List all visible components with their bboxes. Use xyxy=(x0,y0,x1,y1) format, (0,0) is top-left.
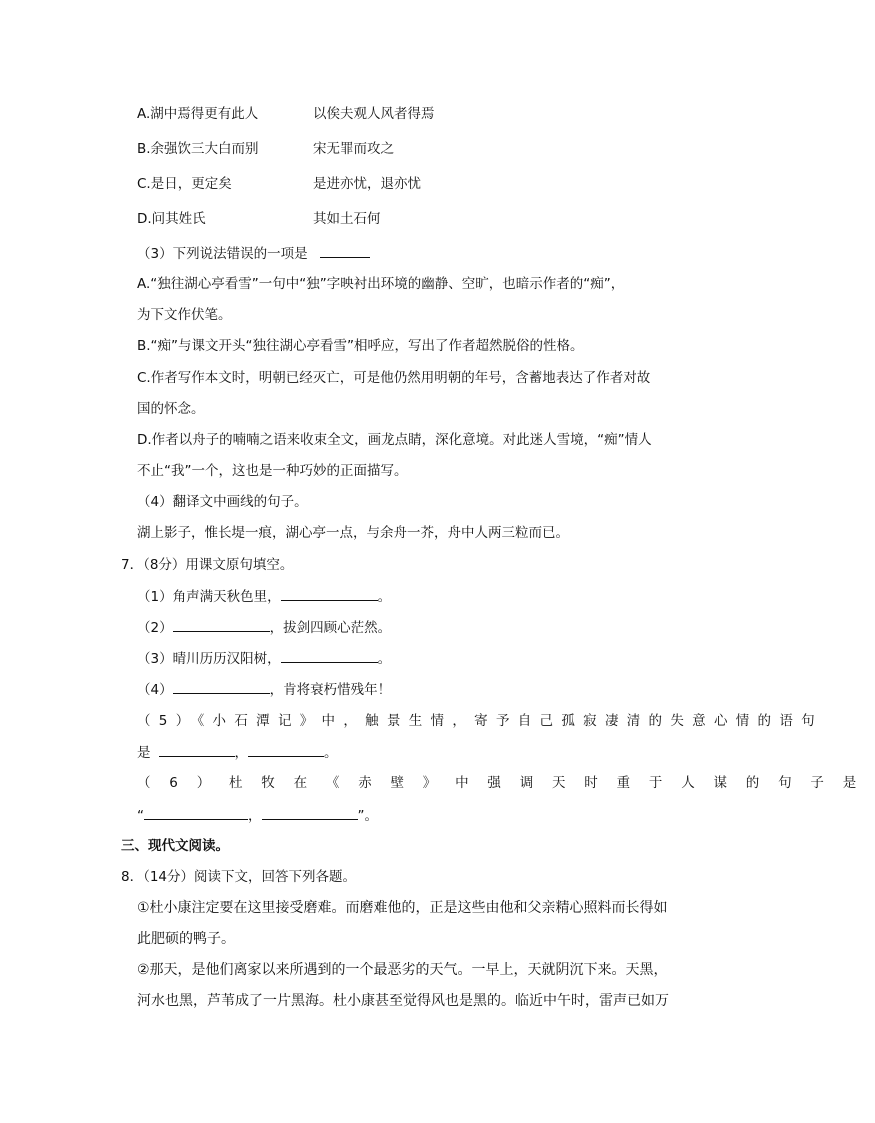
q7-item-3-end: 。 xyxy=(377,651,392,667)
q3-option-c-line2: 国的怀念。 xyxy=(137,401,205,417)
q3-option-b: B.“痴”与课文开头“独往湖心亭看雪”相呼应，写出了作者超然脱俗的性格。 xyxy=(137,338,584,354)
q7-item-3-blank[interactable] xyxy=(281,648,378,663)
q3-option-a-line1: A.“独往湖心亭看雪”一句中“独”字映衬出环境的幽静、空旷，也暗示作者的“痴”， xyxy=(137,276,625,292)
q3-stem: （3）下列说法错误的一项是 xyxy=(137,246,308,262)
q7-item-5-blank-1[interactable] xyxy=(159,742,235,757)
q4-stem: （4）翻译文中画线的句子。 xyxy=(137,494,308,510)
q7-item-2-text: ，拔剑四顾心茫然。 xyxy=(269,620,392,636)
q3-option-c-line1: C.作者写作本文时，明朝已经灭亡，可是他仍然用明朝的年号，含蓄地表达了作者对故 xyxy=(137,370,651,386)
q3-answer-blank[interactable] xyxy=(320,243,370,258)
q7-item-5-line2 xyxy=(137,742,338,763)
option-d-left: D.问其姓氏 xyxy=(137,211,206,227)
q7-item-3 xyxy=(137,648,391,669)
q3-option-a-line2: 为下文作伏笔。 xyxy=(137,307,232,323)
q8-title: 8．（14分）阅读下文，回答下列各题。 xyxy=(121,869,357,885)
q7-item-5-comma: ， xyxy=(234,745,248,761)
q7-item-2-num: （2） xyxy=(137,620,173,636)
q8-paragraph-2-line2: 河水也黑，芦苇成了一片黑海。杜小康甚至觉得风也是黑的。临近中午时，雷声已如万 xyxy=(137,993,669,1009)
option-d-right: 其如土石何 xyxy=(313,211,381,227)
q7-item-6-comma: ， xyxy=(248,808,262,824)
q8-paragraph-2-line1: ②那天，是他们离家以来所遇到的一个最恶劣的天气。一早上，天就阴沉下来。天黑， xyxy=(137,962,668,978)
q7-item-6-blank-1[interactable] xyxy=(144,805,248,820)
q7-item-6-line2 xyxy=(137,805,378,826)
q7-item-1-blank[interactable] xyxy=(281,586,378,601)
q7-item-2 xyxy=(137,617,391,638)
q7-item-6-line1: （6）杜牧在《赤壁》中强调天时重于人谋的句子是 xyxy=(137,775,875,791)
q7-item-6-blank-2[interactable] xyxy=(262,805,358,820)
option-c-left: C.是日，更定矣 xyxy=(137,176,232,192)
option-a-left: A.湖中焉得更有此人 xyxy=(137,106,259,122)
section-3-heading: 三、现代文阅读。 xyxy=(121,838,229,854)
q7-item-4-blank[interactable] xyxy=(173,679,270,694)
q4-sentence: 湖上影子，惟长堤一痕，湖心亭一点，与余舟一芥，舟中人两三粒而已。 xyxy=(137,525,569,541)
q7-item-1-end: 。 xyxy=(377,589,392,605)
q7-item-5-line1: （5）《小石潭记》中，触景生情，寄予自己孤寂凄清的失意心情的语句 xyxy=(137,713,823,729)
q7-item-5-prefix: 是 xyxy=(137,745,151,761)
q8-paragraph-1-line2: 此肥硕的鸭子。 xyxy=(137,931,235,947)
q7-item-3-text: （3）晴川历历汉阳树， xyxy=(137,651,281,667)
q7-item-2-blank[interactable] xyxy=(173,617,270,632)
option-c-right: 是进亦忧，退亦忧 xyxy=(313,176,421,192)
q7-item-4-text: ，肯将衰朽惜残年！ xyxy=(269,682,392,698)
q3-option-d-line2: 不止“我”一个，这也是一种巧妙的正面描写。 xyxy=(137,463,408,479)
q7-item-4-num: （4） xyxy=(137,682,173,698)
q7-title: 7．（8分）用课文原句填空。 xyxy=(121,557,294,573)
q7-item-1-text: （1）角声满天秋色里， xyxy=(137,589,281,605)
q7-item-5-end: 。 xyxy=(324,745,338,761)
q8-paragraph-1-line1: ①杜小康注定要在这里接受磨难。而磨难他的，正是这些由他和父亲精心照料而长得如 xyxy=(137,900,668,916)
q3-stem-line xyxy=(137,243,370,264)
option-b-left: B.余强饮三大白而别 xyxy=(137,141,259,157)
option-b-right: 宋无罪而攻之 xyxy=(313,141,394,157)
q7-item-6-close-quote: ”。 xyxy=(357,808,378,824)
q7-item-1 xyxy=(137,586,391,607)
q7-item-5-blank-2[interactable] xyxy=(248,742,324,757)
q3-option-d-line1: D.作者以舟子的喃喃之语来收束全文，画龙点睛，深化意境。对此迷人雪境，“痴”情人 xyxy=(137,432,652,448)
option-a-right: 以俟夫观人风者得焉 xyxy=(313,106,435,122)
q7-item-6-open-quote: “ xyxy=(137,808,144,824)
q7-item-4 xyxy=(137,679,391,700)
